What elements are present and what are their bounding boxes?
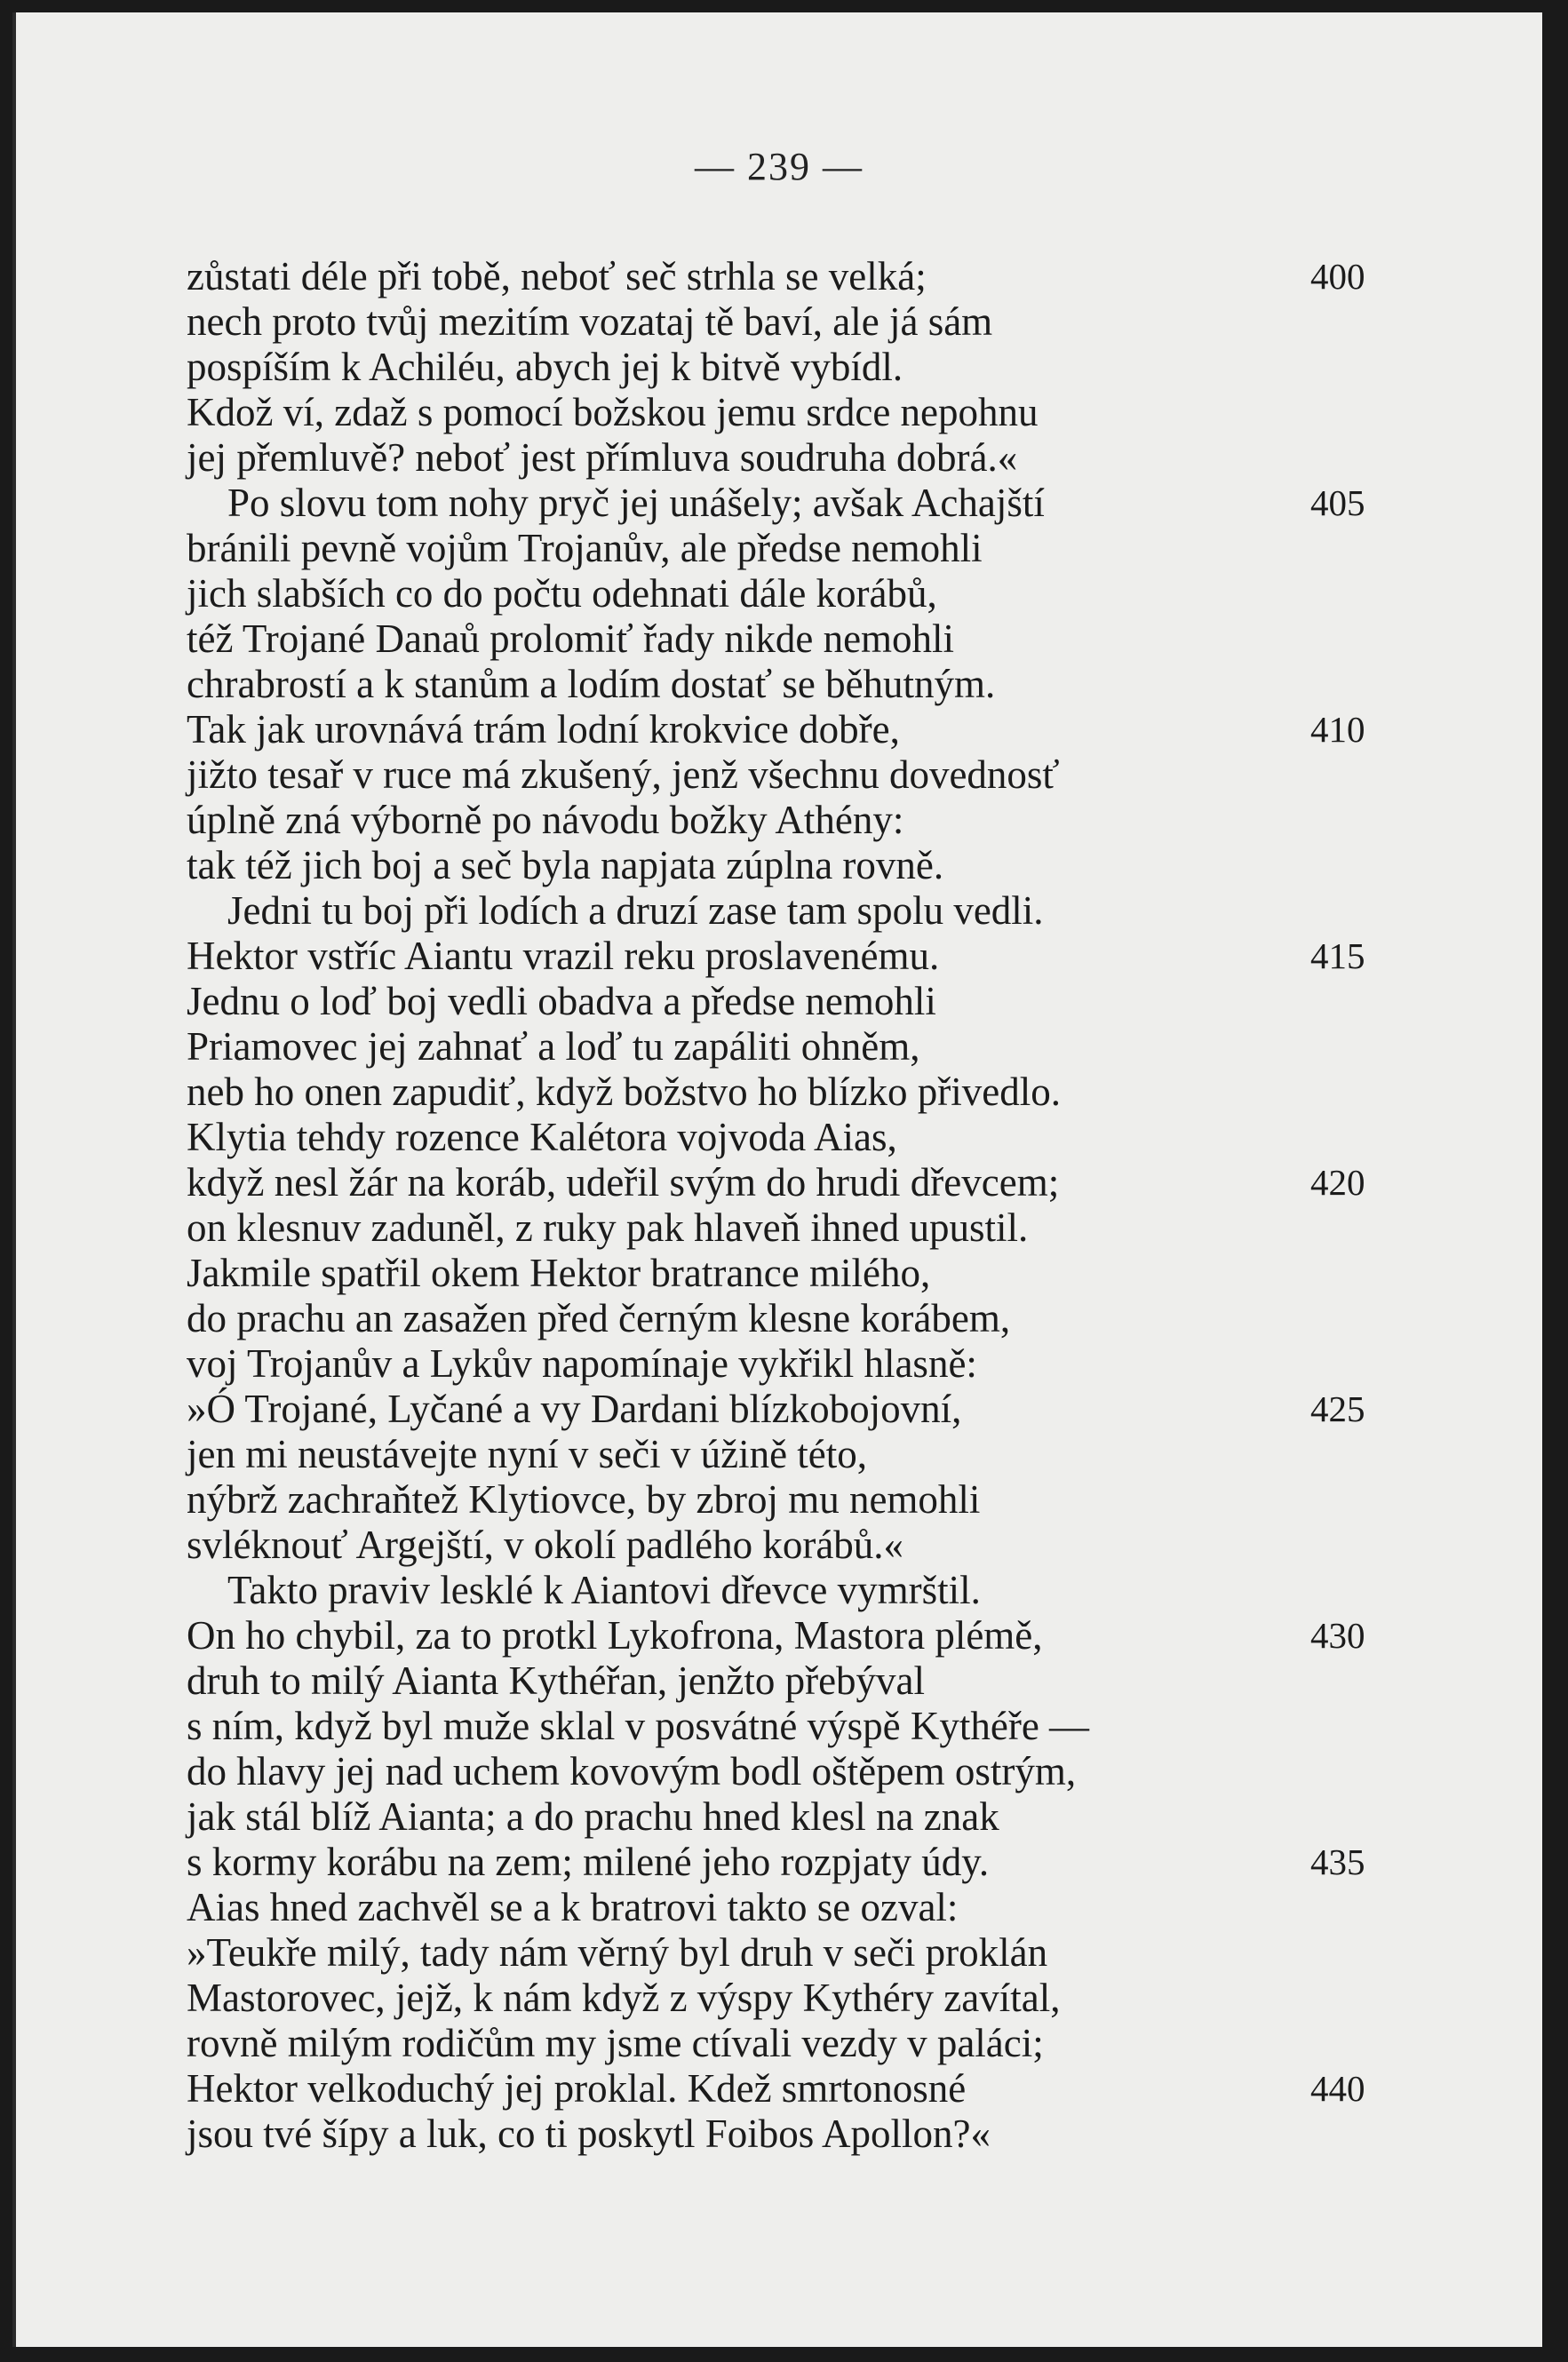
verse-line-text: do hlavy jej nad uchem kovovým bodl oštěpem ostrým, (187, 1749, 1077, 1793)
verse-line (187, 934, 1386, 979)
verse-line-text: Jedni tu boj při lodích a druzí zase tam spolu vedli. (227, 888, 1044, 933)
verse-line-text: Hektor vstříc Aiantu vrazil reku proslavenému. (187, 934, 940, 978)
verse-line-text: Po slovu tom nohy pryč jej unášely; avšak Achajští (227, 481, 1045, 525)
verse-line (187, 1251, 1386, 1296)
verse-block (187, 254, 1386, 2157)
verse-line (187, 1976, 1386, 2021)
verse-line (187, 616, 1386, 662)
verse-line-text: Aias hned zachvěl se a k bratrovi takto se ozval: (187, 1885, 959, 1929)
verse-line (187, 1432, 1386, 1477)
verse-line-text: jich slabších co do počtu odehnati dále korábů, (187, 571, 937, 616)
verse-line-text: Kdož ví, zdaž s pomocí božskou jemu srdce nepohnu (187, 390, 1039, 434)
verse-line-text: »Teukře milý, tady nám věrný byl druh v seči proklán (187, 1930, 1048, 1975)
verse-line (187, 526, 1386, 571)
line-number: 410 (1310, 709, 1365, 750)
verse-line (187, 1523, 1386, 1568)
verse-line-text: nýbrž zachraňtež Klytiovce, by zbroj mu nemohli (187, 1477, 981, 1522)
verse-line-text: Tak jak urovnává trám lodní krokvice dobře, (187, 707, 900, 752)
verse-line-text: též Trojané Danaů prolomiť řady nikde nemohli (187, 616, 955, 661)
verse-line (187, 2111, 1386, 2157)
verse-line-text: on klesnuv zaduněl, z ruky pak hlaveň ihned upustil. (187, 1205, 1029, 1250)
verse-line (187, 1885, 1386, 1930)
verse-line-text: nech proto tvůj mezitím vozataj tě baví, ale já sám (187, 299, 993, 344)
verse-line-text: úplně zná výborně po návodu božky Athény: (187, 798, 904, 842)
verse-line-text: Hektor velkoduchý jej proklal. Kdež smrtonosné (187, 2066, 967, 2111)
verse-line (187, 435, 1386, 481)
verse-line (187, 254, 1386, 299)
verse-line (187, 1658, 1386, 1704)
verse-line (187, 1930, 1386, 1976)
verse-line (187, 345, 1386, 390)
line-number: 440 (1310, 2068, 1365, 2109)
verse-line-text: bránili pevně vojům Trojanův, ale předse nemohli (187, 526, 983, 570)
book-page (12, 12, 1542, 2347)
verse-line (187, 707, 1386, 752)
verse-line (187, 571, 1386, 616)
verse-line-text: druh to milý Aianta Kythéřan, jenžto přebýval (187, 1658, 926, 1703)
verse-line (187, 798, 1386, 843)
verse-line-text: Jakmile spatřil okem Hektor bratrance milého, (187, 1251, 931, 1295)
verse-line-text: »Ó Trojané, Lyčané a vy Dardani blízkobojovní, (187, 1387, 962, 1431)
verse-line (187, 1613, 1386, 1658)
line-number: 405 (1310, 482, 1365, 523)
verse-line (187, 1749, 1386, 1794)
verse-line (187, 1296, 1386, 1341)
line-number: 430 (1310, 1615, 1365, 1656)
verse-line (187, 1794, 1386, 1840)
verse-line-text: jižto tesař v ruce má zkušený, jenž všechnu dovednosť (187, 752, 1060, 797)
line-number: 425 (1310, 1388, 1365, 1429)
verse-line-text: do prachu an zasažen před černým klesne korábem, (187, 1296, 1011, 1340)
verse-line (187, 1568, 1386, 1613)
line-number: 435 (1310, 1841, 1365, 1882)
verse-line-text: pospíším k Achiléu, abych jej k bitvě vybídl. (187, 345, 903, 389)
line-number: 400 (1310, 256, 1365, 297)
verse-line-text: svléknouť Argejští, v okolí padlého korábů.« (187, 1523, 904, 1567)
verse-line (187, 390, 1386, 435)
verse-line-text: neb ho onen zapudiť, když božstvo ho blízko přivedlo. (187, 1070, 1062, 1114)
verse-line (187, 1704, 1386, 1749)
verse-line (187, 662, 1386, 707)
verse-line-text: Mastorovec, jejž, k nám když z výspy Kythéry zavítal, (187, 1976, 1061, 2020)
verse-line-text: Takto praviv lesklé k Aiantovi dřevce vymrštil. (227, 1568, 981, 1612)
verse-line (187, 481, 1386, 526)
verse-line-text: Priamovec jej zahnať a loď tu zapáliti ohněm, (187, 1024, 920, 1069)
verse-line-text: jsou tvé šípy a luk, co ti poskytl Foibos Apollon?« (187, 2111, 991, 2156)
page-number: — 239 — (695, 145, 864, 188)
verse-line (187, 1341, 1386, 1387)
verse-line (187, 2021, 1386, 2066)
verse-line (187, 1205, 1386, 1251)
verse-line (187, 1477, 1386, 1523)
verse-line (187, 1070, 1386, 1115)
verse-line-text: Jednu o loď boj vedli obadva a předse nemohli (187, 979, 936, 1023)
verse-line (187, 1840, 1386, 1885)
verse-line-text: tak též jich boj a seč byla napjata zúplna rovně. (187, 843, 944, 887)
verse-line-text: jen mi neustávejte nyní v seči v úžině této, (187, 1432, 868, 1476)
verse-line-text: voj Trojanův a Lykův napomínaje vykřikl hlasně: (187, 1341, 977, 1386)
verse-line-text: Klytia tehdy rozence Kalétora vojvoda Aias, (187, 1115, 897, 1159)
verse-line-text: On ho chybil, za to protkl Lykofrona, Mastora plémě, (187, 1613, 1043, 1658)
line-number: 415 (1310, 935, 1365, 976)
verse-line-text: jej přemluvě? neboť jest přímluva soudruha dobrá.« (187, 435, 1018, 480)
verse-line (187, 843, 1386, 888)
line-number: 420 (1310, 1162, 1365, 1203)
verse-line-text: chrabrostí a k stanům a lodím dostať se běhutným. (187, 662, 996, 706)
verse-line (187, 299, 1386, 345)
verse-line (187, 1160, 1386, 1205)
verse-line-text: s ním, když byl muže sklal v posvátné výspě Kythéře — (187, 1704, 1090, 1748)
verse-line-text: s kormy korábu na zem; milené jeho rozpjaty údy. (187, 1840, 990, 1884)
verse-line-text: když nesl žár na koráb, udeřil svým do hrudi dřevcem; (187, 1160, 1060, 1205)
verse-line (187, 1115, 1386, 1160)
verse-line (187, 1024, 1386, 1070)
verse-line (187, 752, 1386, 798)
verse-line-text: zůstati déle při tobě, neboť seč strhla se velká; (187, 254, 927, 298)
verse-line (187, 979, 1386, 1024)
verse-line (187, 888, 1386, 934)
verse-line-text: jak stál blíž Aianta; a do prachu hned klesl na znak (187, 1794, 999, 1839)
verse-line-text: rovně milým rodičům my jsme ctívali vezdy v paláci; (187, 2021, 1044, 2065)
verse-line (187, 2066, 1386, 2111)
verse-line (187, 1387, 1386, 1432)
